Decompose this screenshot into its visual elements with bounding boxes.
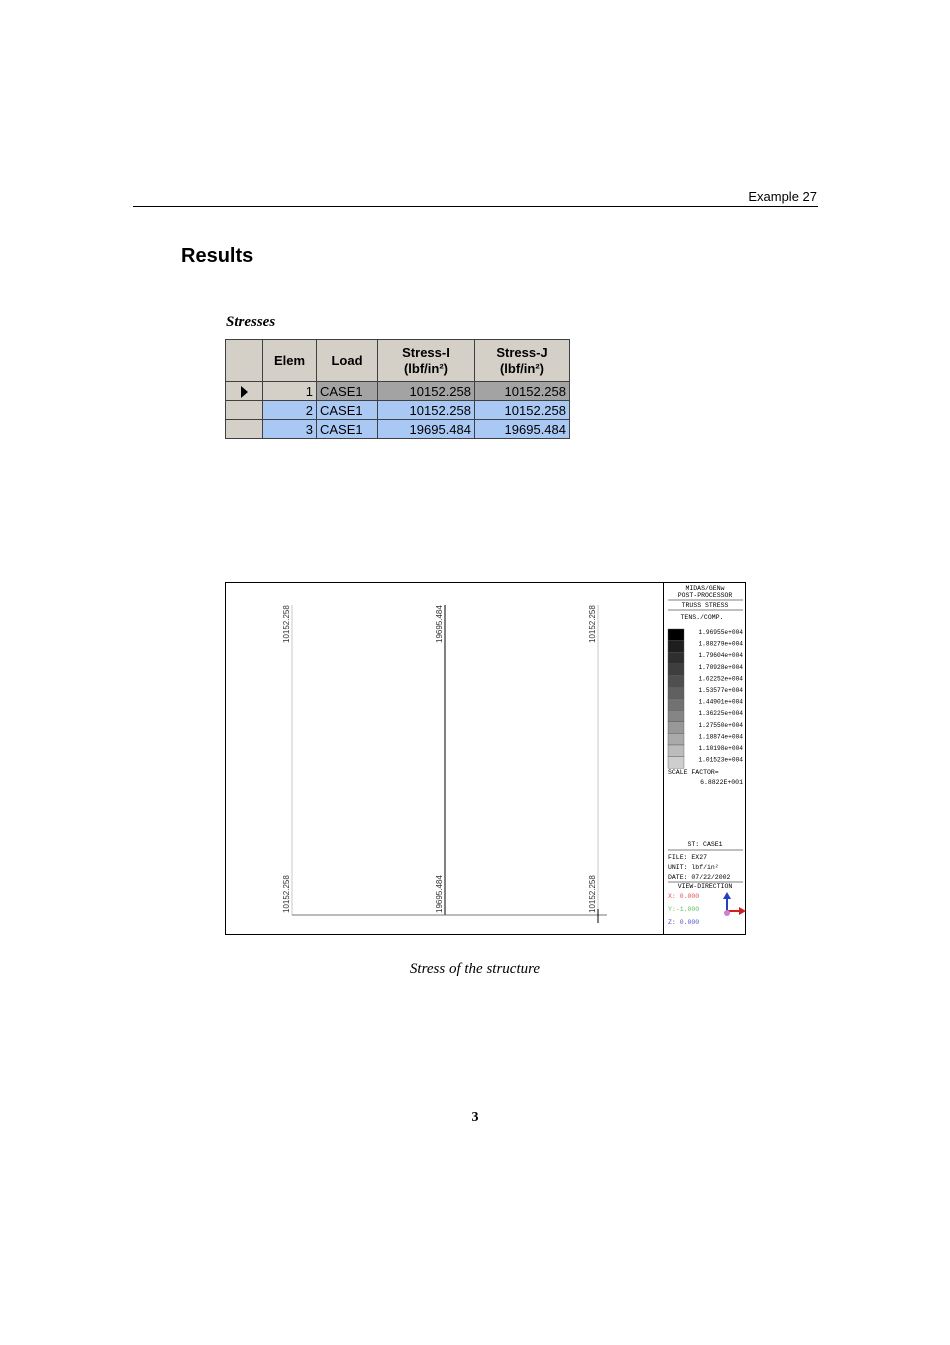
cell-load[interactable]: CASE1: [317, 382, 378, 401]
cell-load[interactable]: CASE1: [317, 420, 378, 439]
legend-swatch: [668, 745, 684, 757]
col-load-header[interactable]: Load: [317, 340, 378, 382]
col-elem-header[interactable]: Elem: [263, 340, 317, 382]
legend-scale-value: 1.36225e+004: [698, 710, 743, 718]
legend-scale-value: 1.44901e+004: [698, 698, 743, 706]
legend-result-type: TRUSS STRESS: [681, 602, 729, 609]
table-row[interactable]: [226, 420, 570, 439]
legend-unit: UNIT: lbf/in²: [668, 864, 719, 871]
row-selector[interactable]: [226, 382, 263, 401]
legend-scale-factor-value: 6.8822E+001: [700, 779, 743, 786]
col-stress-j-unit: (lbf/in²): [499, 360, 545, 376]
member-label-left-bottom: 10152.258: [282, 875, 291, 913]
member-label-mid-top: 19695.484: [435, 605, 444, 643]
legend-view-z: Z: 0.000: [668, 919, 700, 926]
legend-scale-value: 1.96955e+004: [698, 629, 743, 636]
legend-swatch: [668, 641, 684, 653]
truss-model-view: [226, 583, 663, 934]
legend-scale-value: 1.01523e+004: [698, 756, 743, 764]
legend-view-y: Y:-1.000: [668, 906, 700, 913]
cell-stress-i[interactable]: 19695.484: [378, 420, 475, 439]
cell-stress-j[interactable]: 10152.258: [475, 401, 570, 420]
legend-scale-value: 1.18874e+004: [698, 733, 743, 741]
legend-case: ST: CASE1: [687, 841, 723, 848]
legend-swatch: [668, 710, 684, 722]
axis-triad-icon: [723, 892, 746, 916]
figure-caption: Stress of the structure: [409, 961, 541, 977]
col-stress-i-label: Stress-I: [402, 344, 450, 360]
legend-scale-value: 1.79604e+004: [698, 652, 743, 660]
cell-stress-i[interactable]: 10152.258: [378, 382, 475, 401]
table-row[interactable]: [226, 382, 570, 401]
cell-stress-j[interactable]: 19695.484: [475, 420, 570, 439]
legend-swatch: [668, 687, 684, 699]
legend-swatch: [668, 699, 684, 711]
legend-date: DATE: 07/22/2002: [668, 874, 731, 881]
legend-scale-value: 1.70928e+004: [698, 663, 743, 671]
legend-scale-value: 1.62252e+004: [698, 675, 743, 683]
cell-elem[interactable]: 3: [263, 420, 317, 439]
member-label-mid-bottom: 19695.484: [435, 875, 444, 913]
col-stress-i-header[interactable]: [378, 340, 475, 382]
header-rule: [133, 206, 818, 207]
legend-panel: [664, 582, 747, 933]
legend-program: MIDAS/GENw: [685, 585, 725, 592]
legend-swatch: [668, 652, 684, 664]
legend-scale-value: 1.88279e+004: [698, 640, 743, 648]
legend-scale-value: 1.10198e+004: [698, 745, 743, 752]
table-row[interactable]: [226, 401, 570, 420]
table-header-row: [226, 340, 570, 382]
member-label-left-top: 10152.258: [282, 605, 291, 643]
page-number: 3: [471, 1110, 479, 1125]
legend-swatch: [668, 629, 684, 641]
section-title: Results: [181, 245, 254, 267]
legend-scale-value: 1.53577e+004: [698, 687, 743, 694]
stress-table: [225, 339, 570, 439]
row-selector[interactable]: [226, 420, 263, 439]
legend-swatch: [668, 733, 684, 745]
current-row-arrow-icon: [241, 386, 248, 398]
legend-swatch: [668, 722, 684, 734]
legend-scale-value: 1.27550e+004: [698, 721, 743, 729]
cell-elem[interactable]: 2: [263, 401, 317, 420]
cell-stress-j[interactable]: 10152.258: [475, 382, 570, 401]
col-stress-j-header[interactable]: [475, 340, 570, 382]
cell-stress-i[interactable]: 10152.258: [378, 401, 475, 420]
legend-mode: TENS./COMP.: [680, 614, 724, 621]
legend-view-x: X: 0.000: [668, 893, 700, 900]
legend-scale-factor-label: SCALE FACTOR=: [668, 769, 719, 776]
cell-elem[interactable]: 1: [263, 382, 317, 401]
legend-swatch: [668, 664, 684, 676]
member-label-right-bottom: 10152.258: [588, 875, 597, 913]
legend-swatch: [668, 675, 684, 687]
result-legend: [663, 582, 747, 935]
legend-file: FILE: EX27: [668, 854, 708, 861]
col-stress-i-unit: (lbf/in²): [403, 360, 449, 376]
cell-load[interactable]: CASE1: [317, 401, 378, 420]
legend-swatch: [668, 757, 684, 769]
running-header: Example 27: [748, 189, 817, 204]
legend-module: POST-PROCESSOR: [677, 592, 733, 599]
row-selector-header[interactable]: [226, 340, 263, 382]
legend-color-scale: [668, 629, 743, 768]
table-caption: Stresses: [226, 314, 276, 330]
col-stress-j-label: Stress-J: [496, 344, 548, 360]
row-selector[interactable]: [226, 401, 263, 420]
legend-view-direction: VIEW-DIRECTION: [677, 883, 733, 890]
member-label-right-top: 10152.258: [588, 605, 597, 643]
